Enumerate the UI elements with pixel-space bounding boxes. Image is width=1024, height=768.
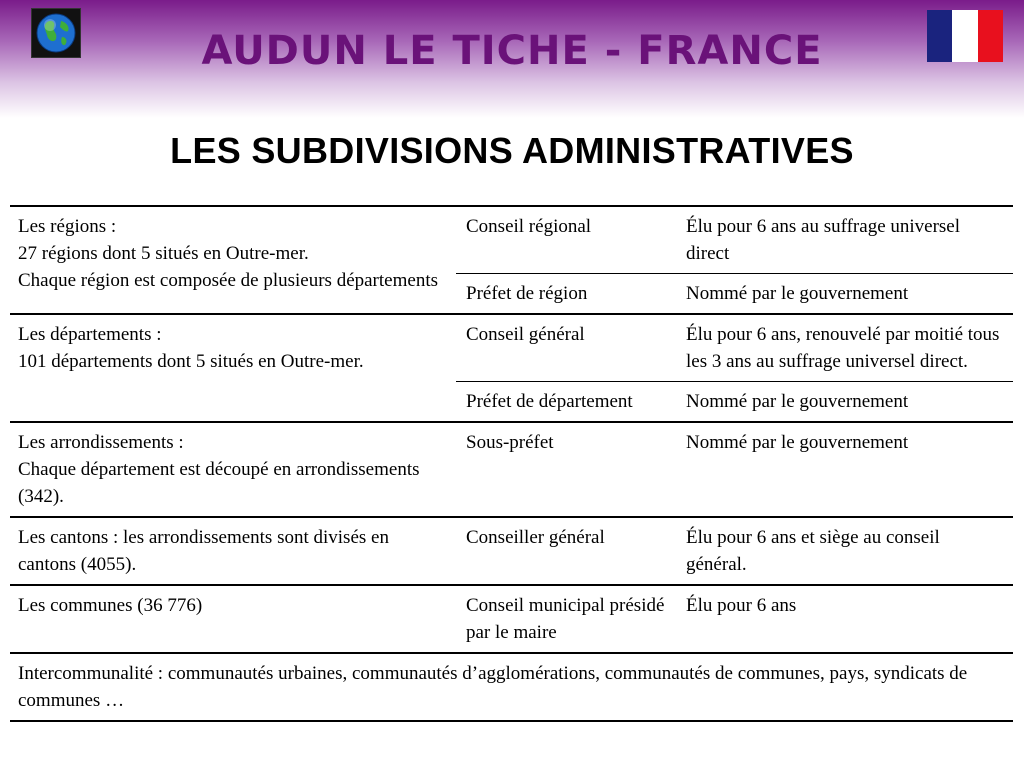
french-flag-icon bbox=[927, 10, 1003, 62]
mode-cell: Élu pour 6 ans, renouvelé par moitié tous les 3 ans au suffrage universel direct. bbox=[678, 314, 1013, 382]
header-banner bbox=[0, 0, 1024, 118]
table-row-cantons bbox=[10, 517, 1013, 585]
departements-desc-line: 101 départements dont 5 situés en Outre-mer. bbox=[18, 351, 364, 372]
site-title: AUDUN LE TICHE - FRANCE bbox=[201, 28, 823, 74]
regions-desc-line: Chaque région est composée de plusieurs départements bbox=[18, 270, 438, 291]
organ-cell: Conseil régional bbox=[456, 206, 678, 274]
table-row-communes bbox=[10, 585, 1013, 653]
mode-cell: Nommé par le gouvernement bbox=[678, 422, 1013, 517]
organ-cell: Conseiller général bbox=[456, 517, 678, 585]
regions-description bbox=[10, 206, 456, 314]
departements-desc-line: Les départements : bbox=[18, 324, 162, 345]
mode-cell: Nommé par le gouvernement bbox=[678, 382, 1013, 423]
table-row-regions bbox=[10, 206, 1013, 274]
mode-cell: Élu pour 6 ans et siège au conseil général. bbox=[678, 517, 1013, 585]
communes-description: Les communes (36 776) bbox=[10, 585, 456, 653]
arrondissements-desc-line: Les arrondissements : bbox=[18, 432, 184, 453]
organ-cell: Préfet de département bbox=[456, 382, 678, 423]
organ-cell: Préfet de région bbox=[456, 274, 678, 315]
mode-cell: Élu pour 6 ans bbox=[678, 585, 1013, 653]
page-title: LES SUBDIVISIONS ADMINISTRATIVES bbox=[170, 130, 854, 171]
mode-cell: Nommé par le gouvernement bbox=[678, 274, 1013, 315]
table-row-intercommunalite bbox=[10, 653, 1013, 721]
table-row-arrondissements bbox=[10, 422, 1013, 517]
organ-cell: Conseil général bbox=[456, 314, 678, 382]
subdivisions-table bbox=[10, 205, 1013, 722]
table-row-departements bbox=[10, 314, 1013, 382]
organ-cell: Sous-préfet bbox=[456, 422, 678, 517]
arrondissements-desc-line: Chaque département est découpé en arrondissements (342). bbox=[18, 459, 420, 507]
regions-desc-line: 27 régions dont 5 situés en Outre-mer. bbox=[18, 243, 309, 264]
intercommunalite-text: Intercommunalité : communautés urbaines, communautés d’agglomérations, communautés de communes, pays, syndicats de communes … bbox=[10, 653, 1013, 721]
cantons-description: Les cantons : les arrondissements sont divisés en cantons (4055). bbox=[10, 517, 456, 585]
organ-cell: Conseil municipal présidé par le maire bbox=[456, 585, 678, 653]
arrondissements-description bbox=[10, 422, 456, 517]
regions-desc-line: Les régions : bbox=[18, 216, 117, 237]
mode-cell: Élu pour 6 ans au suffrage universel direct bbox=[678, 206, 1013, 274]
departements-description bbox=[10, 314, 456, 422]
